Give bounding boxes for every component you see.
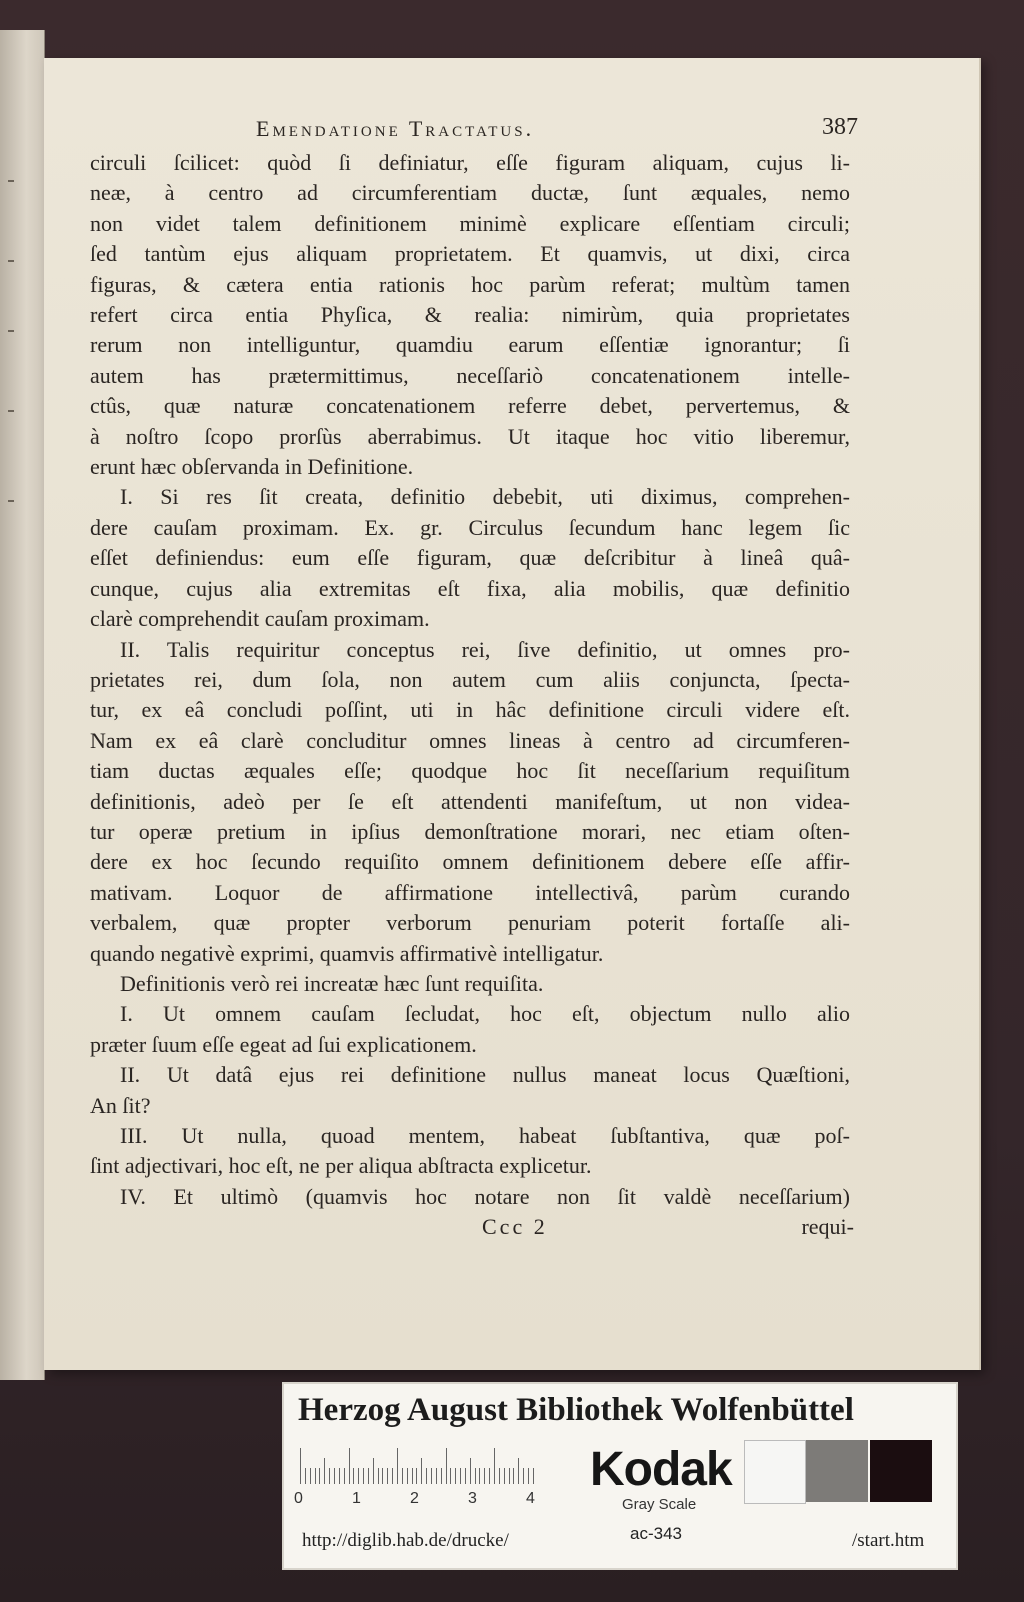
text-line: prietates rei, dum ſola, non autem cum aliis conjuncta, ſpecta-	[90, 666, 850, 692]
ruler-labels	[294, 1490, 554, 1510]
edge-mark	[8, 180, 14, 182]
edge-mark	[8, 260, 14, 262]
text-line: eſſet definiendus: eum eſſe figuram, quæ deſcribitur à lineâ quâ-	[90, 545, 850, 571]
ruler-tick	[324, 1458, 325, 1484]
ruler-label: 2	[410, 1490, 419, 1507]
ruler-tick	[436, 1468, 437, 1484]
text-line: à noſtro ſcopo prorſùs aberrabimus. Ut itaque hoc vitio liberemur,	[90, 423, 850, 449]
ruler-tick	[392, 1468, 393, 1484]
text-line: Definitionis verò rei increatæ hæc ſunt requiſita.	[120, 970, 544, 996]
ruler-label: 1	[352, 1490, 361, 1507]
kodak-logo: Kodak	[590, 1443, 732, 1496]
library-name: Herzog August Bibliothek Wolfenbüttel	[298, 1392, 854, 1428]
text-line: II. Ut datâ ejus rei definitione nullus maneat locus Quæſtioni,	[120, 1062, 850, 1088]
text-line: tiam ductas æquales eſſe; quodque hoc ſit neceſſarium requiſitum	[90, 758, 850, 784]
ruler-tick	[300, 1448, 301, 1484]
ruler-tick	[334, 1468, 335, 1484]
text-line: dere cauſam proximam. Ex. gr. Circulus ſecundum hanc legem ſic	[90, 514, 850, 540]
text-line: An ſit?	[90, 1092, 151, 1118]
ruler-tick	[412, 1468, 413, 1484]
ruler-tick	[528, 1468, 529, 1484]
text-line: tur, ex eâ concludi poſſint, uti in hâc definitione circuli videre eſt.	[90, 697, 850, 723]
text-line: clarè comprehendit cauſam proximam.	[90, 606, 430, 632]
text-line: cunque, cujus alia extremitas eſt fixa, alia mobilis, quæ definitio	[90, 575, 850, 601]
text-line: definitionis, adeò per ſe eſt attendenti manifeſtum, ut non videa-	[90, 788, 850, 814]
ruler-tick	[450, 1468, 451, 1484]
edge-mark	[8, 410, 14, 412]
text-line: II. Talis requiritur conceptus rei, ſive definitio, ut omnes pro-	[120, 636, 850, 662]
ruler-tick	[344, 1468, 345, 1484]
text-line: ctûs, quæ naturæ concatenationem referre debet, pervertemus, &	[90, 393, 850, 419]
kodak-color-target	[282, 1382, 958, 1570]
ruler-tick	[402, 1468, 403, 1484]
ruler-tick	[421, 1458, 422, 1484]
edge-mark	[8, 500, 14, 502]
ruler-tick	[426, 1468, 427, 1484]
ruler-tick	[382, 1468, 383, 1484]
text-line: neæ, à centro ad circumferentiam ductæ, ſunt æquales, nemo	[90, 180, 850, 206]
ruler-tick	[349, 1448, 350, 1484]
ruler-tick	[484, 1468, 485, 1484]
scale-ruler	[300, 1446, 540, 1484]
text-line: I. Si res ſit creata, definitio debebit, uti diximus, comprehen-	[120, 484, 850, 510]
ruler-tick	[455, 1468, 456, 1484]
text-line: IV. Et ultimò (quamvis hoc notare non ſit valdè neceſſarium)	[120, 1183, 850, 1209]
text-line: figuras, & cætera entia rationis hoc parùm referat; multùm tamen	[90, 271, 850, 297]
text-line: verbalem, quæ propter verborum penuriam poterit fortaſſe ali-	[90, 910, 850, 936]
ruler-tick	[305, 1468, 306, 1484]
ruler-tick	[310, 1468, 311, 1484]
swatch-black	[870, 1440, 932, 1502]
ruler-tick	[441, 1468, 442, 1484]
ruler-tick	[387, 1468, 388, 1484]
signature-mark: Ccc 2	[482, 1214, 548, 1240]
text-line: III. Ut nulla, quoad mentem, habeat ſubſtantiva, quæ poſ-	[120, 1123, 850, 1148]
ruler-tick	[494, 1448, 495, 1484]
ruler-tick	[407, 1468, 408, 1484]
ruler-tick	[446, 1448, 447, 1484]
swatch-gray	[806, 1440, 868, 1502]
ruler-tick	[518, 1458, 519, 1484]
ruler-tick	[358, 1468, 359, 1484]
page-number: 387	[822, 114, 858, 140]
ruler-tick	[329, 1468, 330, 1484]
url-right: /start.htm	[852, 1530, 925, 1551]
ruler-tick	[368, 1468, 369, 1484]
ruler-label: 4	[526, 1490, 535, 1507]
text-line: refert circa entia Phyſica, & realia: nimirùm, quia proprietates	[90, 302, 850, 328]
ruler-tick	[489, 1468, 490, 1484]
url-left: http://diglib.hab.de/drucke/	[302, 1530, 509, 1551]
swatch-white	[744, 1440, 806, 1504]
text-line: præter ſuum eſſe egeat ad ſui explicationem.	[90, 1031, 477, 1057]
ruler-tick	[363, 1468, 364, 1484]
ruler-tick	[504, 1468, 505, 1484]
facing-page-edge	[0, 30, 45, 1380]
ruler-tick	[475, 1468, 476, 1484]
text-line: erunt hæc obſervanda in Definitione.	[90, 454, 414, 480]
page-footer	[90, 1214, 854, 1244]
text-line: tur operæ pretium in ipſius demonſtratione morari, nec etiam oſten-	[90, 818, 850, 844]
ruler-label: 3	[468, 1490, 477, 1507]
call-number: ac-343	[630, 1524, 682, 1543]
book-page	[44, 58, 979, 1370]
text-line: non videt talem definitionem minimè explicare eſſentiam circuli;	[90, 210, 850, 236]
ruler-tick	[378, 1468, 379, 1484]
ruler-tick	[416, 1468, 417, 1484]
body-text	[90, 148, 850, 1212]
ruler-tick	[499, 1468, 500, 1484]
text-line: ſed tantùm ejus aliquam proprietatem. Et quamvis, ut dixi, circa	[90, 241, 850, 267]
text-line: I. Ut omnem cauſam ſecludat, hoc eſt, objectum nullo alio	[120, 1001, 850, 1027]
ruler-tick	[465, 1468, 466, 1484]
ruler-label: 0	[294, 1490, 303, 1507]
ruler-tick	[319, 1468, 320, 1484]
running-head	[90, 114, 858, 148]
ruler-tick	[470, 1458, 471, 1484]
ruler-tick	[431, 1468, 432, 1484]
text-line: quando negativè exprimi, quamvis affirmativè intelligatur.	[90, 940, 604, 966]
running-title: Emendatione Tractatus.	[256, 116, 535, 141]
ruler-tick	[479, 1468, 480, 1484]
ruler-tick	[513, 1468, 514, 1484]
ruler-tick	[353, 1468, 354, 1484]
page-content	[90, 114, 858, 1244]
ruler-tick	[373, 1458, 374, 1484]
text-line: ſint adjectivari, hoc eſt, ne per aliqua abſtracta explicetur.	[90, 1153, 592, 1179]
text-line: dere ex hoc ſecundo requiſito omnem definitionem debere eſſe affir-	[90, 849, 850, 875]
text-line: Nam ex eâ clarè concluditur omnes lineas à centro ad circumferen-	[90, 727, 850, 753]
ruler-tick	[339, 1468, 340, 1484]
ruler-tick	[397, 1448, 398, 1484]
text-line: mativam. Loquor de affirmatione intellectivâ, parùm curando	[90, 879, 850, 905]
catchword: requi-	[801, 1214, 854, 1240]
text-line: autem has prætermittimus, neceſſariò concatenationem intelle-	[90, 362, 850, 388]
text-line: circuli ſcilicet: quòd ſi definiatur, eſſe figuram aliquam, cujus li-	[90, 150, 850, 175]
text-line: rerum non intelliguntur, quamdiu earum eſſentiæ ignorantur; ſi	[90, 332, 850, 358]
ruler-tick	[315, 1468, 316, 1484]
ruler-tick	[509, 1468, 510, 1484]
ruler-tick	[533, 1468, 534, 1484]
ruler-tick	[523, 1468, 524, 1484]
ruler-tick	[460, 1468, 461, 1484]
gray-scale-label: Gray Scale	[622, 1496, 697, 1513]
edge-mark	[8, 330, 14, 332]
